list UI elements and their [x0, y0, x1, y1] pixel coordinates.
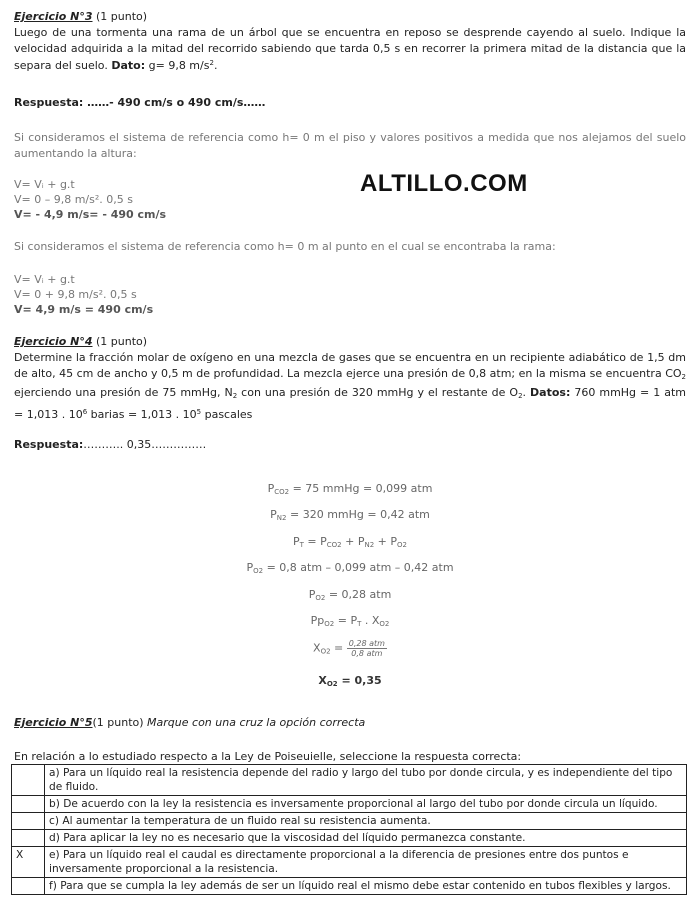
ex4-heading [14, 335, 147, 349]
ex4-statement: Determine la fracción molar de oxígeno en una mezcla de gases que se encuentra en un recipiente adiabático de 1,5 dm de alto, 45 cm de ancho y 0,5 m de profundidad. La mezcla ejerce una presión de 0,8 atm; en la misma se encuentra $CO_2$ ejerciendo una presión de 75 mmHg, $N_2$ con una presión de 320 mmHg y el restante de $O_2$. Datos: 760 mmHg = 1 atm = 1,013 . $10^6$ barias = 1,013 . $10^5$ pascales [14, 351, 686, 421]
watermark: ALTILLO.COM [360, 170, 528, 197]
ex4-frac-den: 0,8 atm [351, 649, 383, 658]
ex5-heading [14, 716, 365, 730]
ex3-ref2-eq3: V= 4,9 m/s = 490 cm/s [14, 303, 154, 316]
ex4-datos-value3: pascales [201, 407, 253, 421]
option-row [12, 847, 687, 878]
ex4-eq-po2-calc: $P_{O2} = 0,8$ atm – 0,099 atm – 0,42 atm [246, 561, 454, 575]
ex5-options-table [11, 764, 687, 895]
ex4-eq-xo2-frac: $X_{O2}$ = $\frac{\text{0,28 atm}}{\text{0,8 atm}}$ [313, 639, 385, 658]
option-text: e) Para un líquido real el caudal es directamente proporcional a la diferencia de presiones entre dos puntos e inversamente proporcional a la resistencia. [45, 847, 687, 878]
ex5-intro: En relación a lo estudiado respecto a la Ley de Poiseuielle, seleccione la respuesta correcta: [14, 750, 522, 763]
option-row [12, 796, 687, 813]
ex4-statement-b: ejerciendo una presión de 75 mmHg, N [14, 386, 233, 399]
ex4-points: (1 punto) [92, 335, 148, 348]
ex5-title: Ejercicio N°5 [14, 716, 93, 729]
option-mark-cell[interactable] [12, 813, 45, 830]
option-row [12, 878, 687, 895]
ex4-answer-label: Respuesta: [14, 438, 84, 451]
ex4-eq-pt: $P_T = P_{CO2} + P_{N2} + P_{O2}$ [293, 535, 407, 549]
ex3-answer [14, 96, 265, 110]
ex4-eq-result: $X_{O2} = 0,35$ [318, 674, 382, 688]
option-text: d) Para aplicar la ley no es necesario que la viscosidad del líquido permanezca constante. [45, 830, 687, 847]
ex4-fraction [347, 639, 387, 658]
ex4-eq2: = 320 mmHg = 0,42 atm [289, 508, 430, 521]
option-text: f) Para que se cumpla la ley además de ser un líquido real el mismo debe estar contenido en tubos flexibles y largos. [45, 878, 687, 895]
ex3-answer-label: Respuesta: [14, 96, 84, 109]
ex4-statement-d: . [522, 386, 531, 399]
ex4-title: Ejercicio N°4 [14, 335, 93, 348]
ex4-datos-label: Datos: [530, 386, 571, 399]
ex4-result: = 0,35 [341, 674, 382, 687]
ex4-eq-pco2: $P_{CO2} = 75$ mmHg = 0,099 atm [267, 482, 433, 496]
ex4-statement-a: Determine la fracción molar de oxígeno en una mezcla de gases que se encuentra en un recipiente adiabático de 1,5 dm de alto, 45 cm de ancho y 0,5 m de profundidad. La mezcla ejerce una presión de 0,8 atm; en la misma se encuentra CO [14, 351, 686, 380]
option-mark-cell[interactable] [12, 765, 45, 796]
ex3-statement: Luego de una tormenta una rama de un árbol que se encuentra en reposo se desprende cayendo al suelo. Indique la velocidad adquirida a la mitad del recorrido sabiendo que tarda 0,5 s en recorrer la primera mitad de la distancia que la separa del suelo. Dato: g= 9,8 $m/s^2$. [14, 26, 686, 72]
ex3-ref1-eq3: V= - 4,9 m/s= - 490 cm/s [14, 208, 167, 221]
ex3-heading [14, 10, 147, 24]
option-mark-cell[interactable] [12, 878, 45, 895]
ex5-instruction: Marque con una cruz la opción correcta [147, 716, 366, 729]
ex3-ref2-eq1: V= Vᵢ + g.t [14, 273, 75, 286]
option-row [12, 765, 687, 796]
option-text: a) Para un líquido real la resistencia depende del radio y largo del tubo por donde circula, y es independiente del tipo de fluido. [45, 765, 687, 796]
option-text: b) De acuerdo con la ley la resistencia es inversamente proporcional al largo del tubo por donde circula un líquido. [45, 796, 687, 813]
ex3-ref1: Si consideramos el sistema de referencia como h= 0 m el piso y valores positivos a medida que nos alejamos del suelo aumentando la altura: [14, 131, 686, 160]
ex4-frac-num: 0,28 atm [348, 639, 385, 648]
ex3-ref1-eq2: V= 0 – 9,8 m/s². 0,5 s [14, 193, 133, 206]
ex3-answer-value: ……- 490 cm/s o 490 cm/s…… [83, 96, 266, 109]
ex3-title: Ejercicio N°3 [14, 10, 93, 23]
ex3-statement-text: Luego de una tormenta una rama de un árbol que se encuentra en reposo se desprende cayendo al suelo. Indique la velocidad adquirida a la mitad del recorrido sabiendo que tarda 0,5 s en recorrer la primera mitad de la distancia que la separa del suelo. [14, 26, 686, 72]
ex4-eq-ppo2: $Pp_{O2} = P_T$ . $X_{O2}$ [310, 614, 390, 628]
ex4-datos-value: 760 mmHg = 1 atm = 1,013 . 10 [14, 386, 686, 421]
ex4-answer-value: ……….. 0,35…………… [83, 438, 207, 451]
option-text: c) Al aumentar la temperatura de un fluido real su resistencia aumenta. [45, 813, 687, 830]
option-row [12, 813, 687, 830]
ex4-eq1: = 75 mmHg = 0,099 atm [292, 482, 433, 495]
ex3-points: (1 punto) [92, 10, 148, 23]
ex4-eq3: = 0,8 atm – 0,099 atm – 0,42 atm [266, 561, 454, 574]
ex3-ref2: Si consideramos el sistema de referencia como h= 0 m al punto en el cual se encontraba la rama: [14, 240, 556, 253]
ex3-ref2-eq2: V= 0 + 9,8 m/s². 0,5 s [14, 288, 137, 301]
ex4-eq-pn2: $P_{N2} = 320$ mmHg = 0,42 atm [270, 508, 430, 522]
option-mark-cell[interactable] [12, 796, 45, 813]
ex4-statement-c: con una presión de 320 mmHg y el restante de O [237, 386, 519, 399]
ex4-datos-value2: barias = 1,013 . 10 [87, 407, 197, 421]
ex4-eq5: = 0,28 atm [328, 588, 392, 601]
ex3-ref1-eq1: V= Vᵢ + g.t [14, 178, 75, 191]
ex3-dato-value: g= 9,8 m/s [145, 59, 210, 72]
option-mark-cell[interactable]: X [12, 847, 45, 878]
ex3-dato-label: Dato: [111, 59, 146, 72]
option-mark-cell[interactable] [12, 830, 45, 847]
ex5-points: (1 punto) [92, 716, 148, 729]
ex4-eq-po2: $P_{O2} = 0,28$ atm [308, 588, 392, 602]
ex4-answer [14, 438, 206, 452]
option-row [12, 830, 687, 847]
